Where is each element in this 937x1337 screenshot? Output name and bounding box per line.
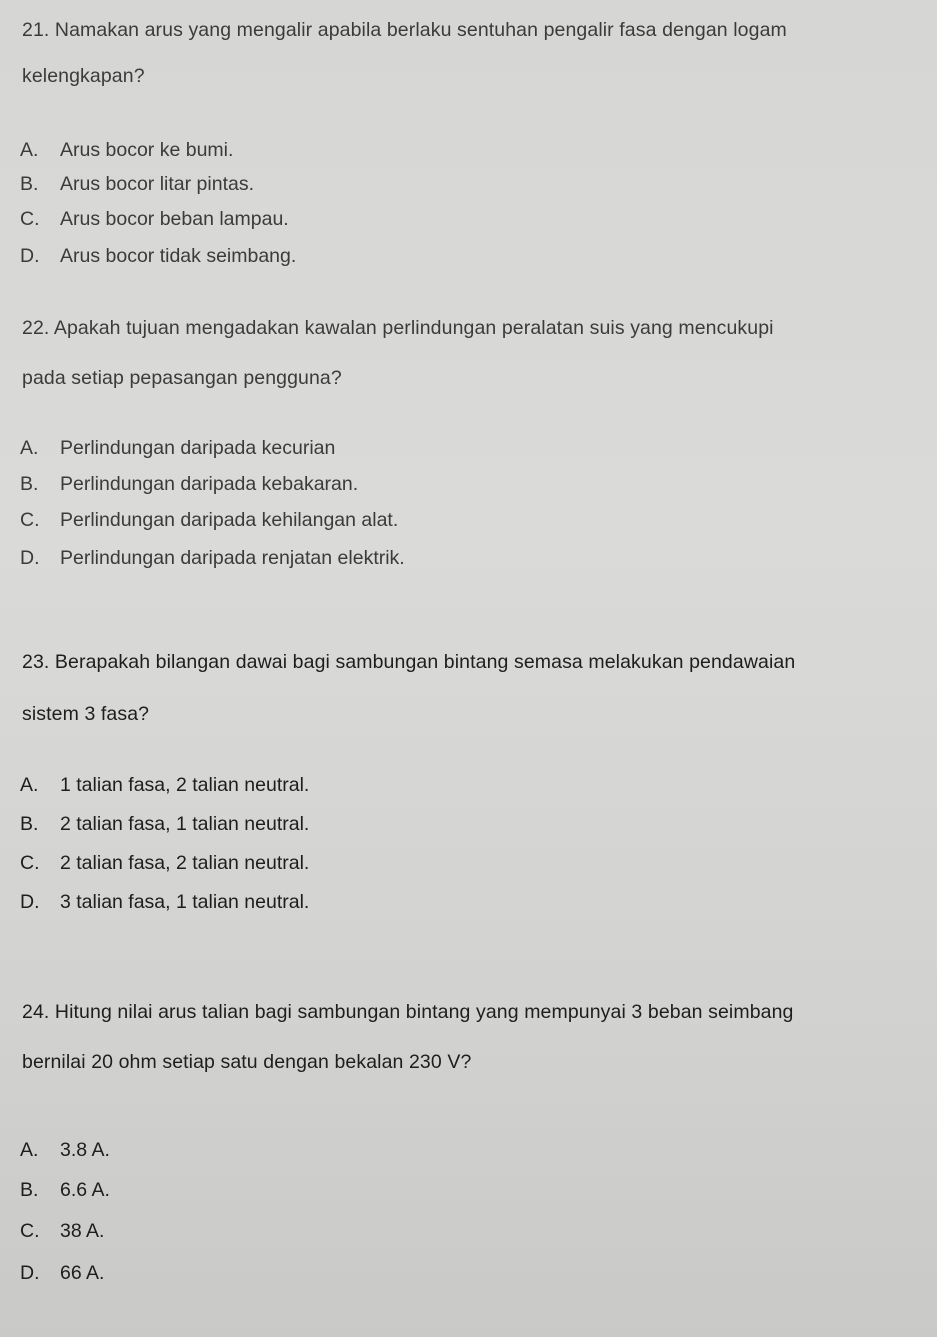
- question-24-option-a: [20, 1138, 110, 1162]
- question-23-option-b: [20, 812, 309, 836]
- option-text: 2 talian fasa, 1 talian neutral.: [60, 813, 310, 835]
- question-24-line-1: 24. Hitung nilai arus talian bagi sambungan bintang yang mempunyai 3 beban seimbang: [22, 1001, 794, 1023]
- question-23-line-2: sistem 3 fasa?: [22, 703, 150, 725]
- option-letter: A.: [20, 139, 39, 161]
- option-letter: B.: [20, 813, 39, 835]
- question-21-option-d: [20, 244, 296, 268]
- question-22-option-b: [20, 472, 358, 496]
- question-22-line-1: 22. Apakah tujuan mengadakan kawalan perlindungan peralatan suis yang mencukupi: [22, 317, 774, 339]
- option-text: 66 A.: [60, 1262, 105, 1284]
- option-text: Arus bocor tidak seimbang.: [60, 245, 297, 267]
- question-21-line-1: 21. Namakan arus yang mengalir apabila berlaku sentuhan pengalir fasa dengan logam: [22, 19, 787, 41]
- option-letter: B.: [20, 473, 39, 495]
- question-24-line-2: bernilai 20 ohm setiap satu dengan bekalan 230 V?: [22, 1051, 472, 1073]
- question-24-option-c: [20, 1219, 104, 1243]
- option-letter: D.: [20, 547, 40, 569]
- option-letter: C.: [20, 208, 40, 230]
- question-22-option-a: [20, 436, 335, 460]
- option-text: 6.6 A.: [60, 1179, 110, 1201]
- question-23-option-d: [20, 890, 309, 914]
- option-letter: C.: [20, 1220, 40, 1242]
- option-text: 38 A.: [60, 1220, 105, 1242]
- option-text: Perlindungan daripada kebakaran.: [60, 473, 359, 495]
- question-23-option-c: [20, 851, 309, 875]
- question-21-option-a: [20, 138, 233, 162]
- option-letter: A.: [20, 774, 39, 796]
- option-text: 3.8 A.: [60, 1139, 110, 1161]
- option-text: 1 talian fasa, 2 talian neutral.: [60, 774, 310, 796]
- option-text: Arus bocor ke bumi.: [60, 139, 234, 161]
- question-22-line-2: pada setiap pepasangan pengguna?: [22, 367, 342, 389]
- option-letter: A.: [20, 437, 39, 459]
- option-text: 3 talian fasa, 1 talian neutral.: [60, 891, 310, 913]
- option-letter: D.: [20, 891, 40, 913]
- question-24-option-d: [20, 1261, 104, 1285]
- option-letter: B.: [20, 1179, 39, 1201]
- question-21-line-2: kelengkapan?: [22, 65, 145, 87]
- question-22-option-d: [20, 546, 405, 570]
- option-letter: D.: [20, 1262, 40, 1284]
- option-text: Perlindungan daripada kehilangan alat.: [60, 509, 399, 531]
- option-text: Perlindungan daripada kecurian: [60, 437, 336, 459]
- option-text: 2 talian fasa, 2 talian neutral.: [60, 852, 310, 874]
- option-text: Arus bocor beban lampau.: [60, 208, 289, 230]
- question-21-option-b: [20, 172, 254, 196]
- option-text: Perlindungan daripada renjatan elektrik.: [60, 547, 405, 569]
- option-letter: C.: [20, 852, 40, 874]
- question-22-option-c: [20, 508, 398, 532]
- question-23-line-1: 23. Berapakah bilangan dawai bagi sambungan bintang semasa melakukan pendawaian: [22, 651, 796, 673]
- option-letter: D.: [20, 245, 40, 267]
- question-23-option-a: [20, 773, 309, 797]
- option-letter: A.: [20, 1139, 39, 1161]
- question-21-option-c: [20, 207, 289, 231]
- option-letter: C.: [20, 509, 40, 531]
- option-text: Arus bocor litar pintas.: [60, 173, 255, 195]
- question-24-option-b: [20, 1178, 110, 1202]
- option-letter: B.: [20, 173, 39, 195]
